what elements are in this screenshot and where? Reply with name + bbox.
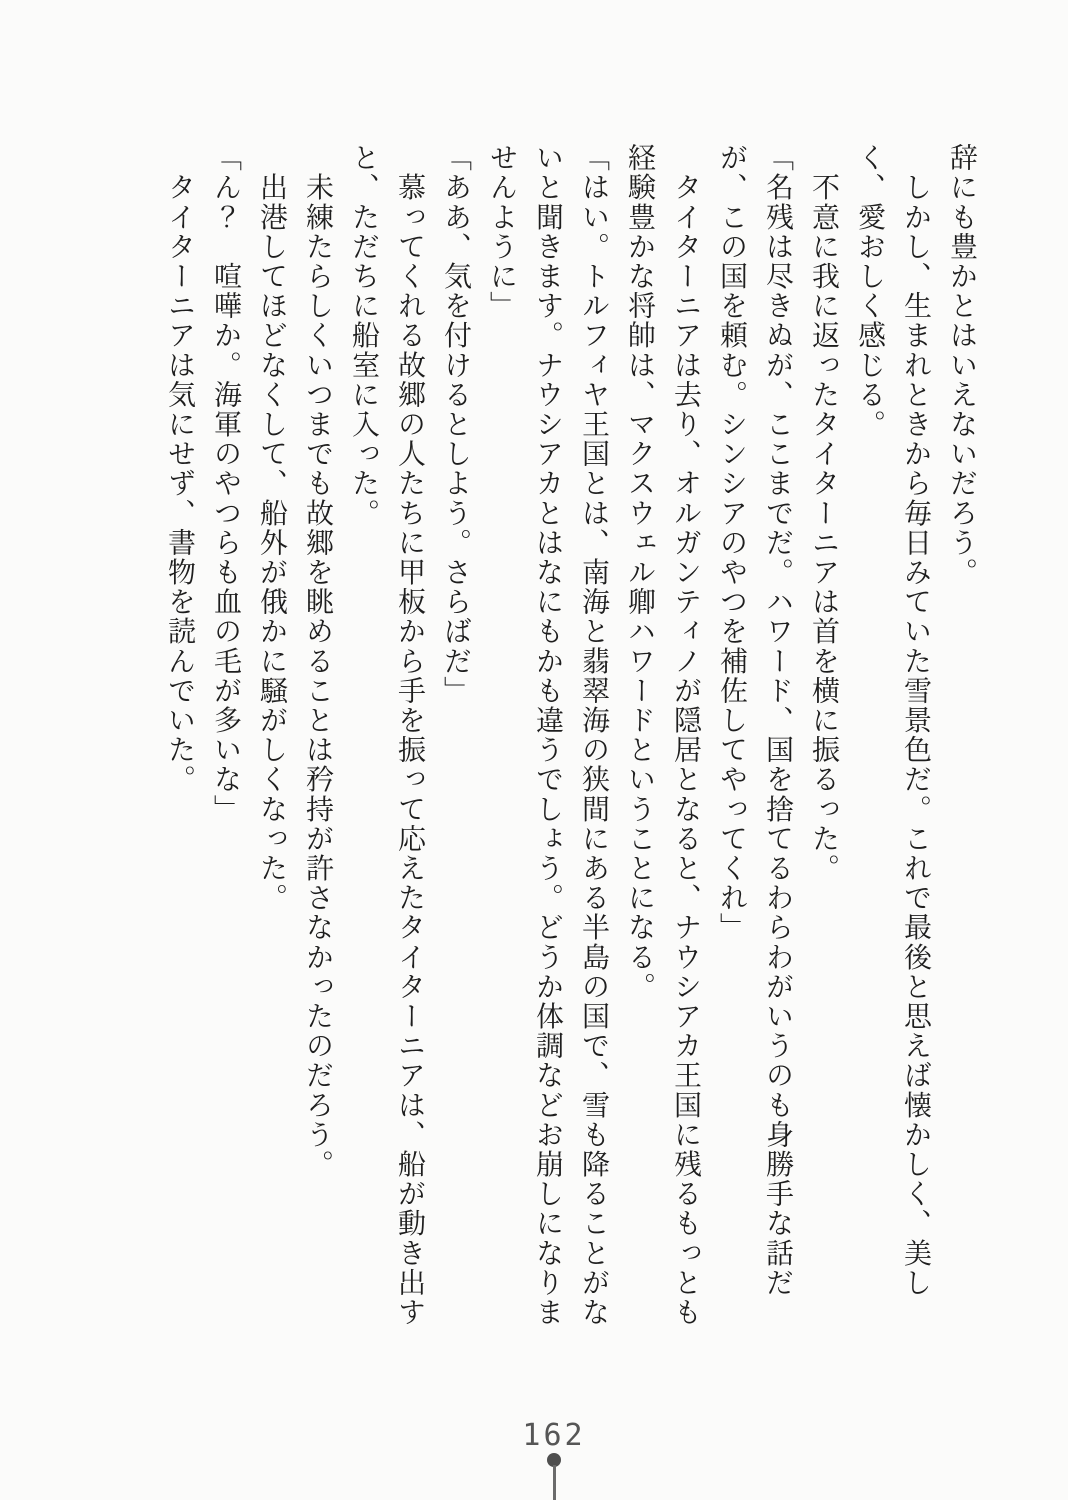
paragraph-dialogue: 「はい。トルフィヤ王国とは、南海と翡翠海の狭間にある半島の国で、雪も降ることがないと聞きます。ナウシアカとはなにもかも違うでしょう。どうか体調などお崩しになりませんように」 <box>486 143 609 1327</box>
paragraph-dialogue: 「ああ、気を付けるとしよう。さらばだ」 <box>440 143 471 706</box>
paragraph: 出港してほどなくして、船外が俄かに騒がしくなった。 <box>256 143 287 913</box>
paragraph-dialogue: 「ん？ 喧嘩か。海軍のやつらも血の毛が多いな」 <box>210 143 241 824</box>
page-text-block <box>156 143 984 1335</box>
paragraph-dialogue: 「名残は尽きぬが、ここまでだ。ハワード、国を捨てるわらわがいうのも身勝手な話だが、この国を頼む。シンシアのやつを補佐してやってくれ」 <box>716 143 793 1298</box>
page-number: 162 <box>522 1418 586 1453</box>
paragraph: しかし、生まれときから毎日みていた雪景色だ。これで最後と思えば懐かしく、美しく、愛おしく感じる。 <box>854 143 931 1298</box>
paragraph: 辞にも豊かとはいえないだろう。 <box>946 143 977 587</box>
paragraph: 不意に我に返ったタイターニアは首を横に振るった。 <box>808 143 839 883</box>
footer-rule-ornament <box>553 1465 556 1500</box>
paragraph: タイターニアは気にせず、書物を読んでいた。 <box>164 143 195 795</box>
paragraph: タイターニアは去り、オルガンティノが隠居となると、ナウシアカ王国に残るもっとも経験豊かな将帥は、マクスウェル卿ハワードということになる。 <box>624 143 701 1327</box>
paragraph: 未練たらしくいつまでも故郷を眺めることは矜持が許さなかったのだろう。 <box>302 143 333 1179</box>
paragraph: 慕ってくれる故郷の人たちに甲板から手を振って応えたタイターニアは、船が動き出すと、ただちに船室に入った。 <box>348 143 425 1327</box>
